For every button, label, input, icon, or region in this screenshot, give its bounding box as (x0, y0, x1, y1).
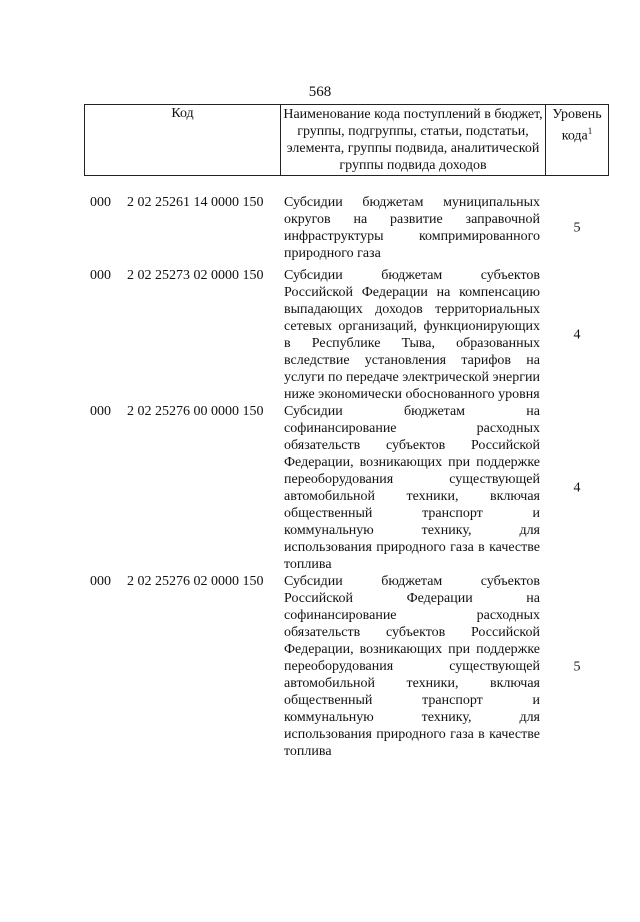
row-level: 4 (573, 327, 581, 343)
row-prefix: 000 (90, 195, 111, 210)
page-number: 568 (308, 84, 332, 100)
row-level: 4 (573, 480, 581, 496)
header-level-footnote: 1 (587, 126, 593, 136)
row-code: 2 02 25276 00 0000 150 (127, 404, 264, 419)
row-name: Субсидии бюджетам муниципальных округов на развитие заправочной инфраструктуры компримированного природного газа (284, 195, 540, 261)
row-level: 5 (573, 659, 581, 674)
row-code: 2 02 25276 02 0000 150 (127, 574, 264, 589)
row-name: Субсидии бюджетам субъектов Российской Федерации на софинансирование расходных обязательств субъектов Российской Федерации, возникающих при поддержке переоборудования существующей автомобильной техники, включая общественный транспорт и коммунальную технику, для использования природного газа в качестве топлива (284, 574, 540, 759)
header-level-label: Уровень кода (552, 107, 602, 144)
row-prefix: 000 (90, 404, 111, 419)
table-row (0, 403, 640, 573)
table-body (0, 194, 640, 760)
row-prefix: 000 (90, 574, 111, 589)
row-level: 5 (573, 220, 581, 236)
row-name: Субсидии бюджетам субъектов Российской Федерации на компенсацию выпадающих доходов территориальных сетевых организаций, функционирующих в Республике Тыва, образованных вследствие установления тарифов на услуги по передаче электрической энергии ниже экономически обоснованного уровня (284, 268, 540, 402)
row-prefix: 000 (90, 268, 111, 283)
table-row (0, 573, 640, 760)
row-code: 2 02 25261 14 0000 150 (127, 195, 264, 210)
row-code: 2 02 25273 02 0000 150 (127, 268, 264, 283)
table-row (0, 267, 640, 403)
row-name: Субсидии бюджетам на софинансирование расходных обязательств субъектов Российской Федерации, возникающих при поддержке переоборудования существующей автомобильной техники, включая общественный транспорт и коммунальную технику, для использования природного газа в качестве топлива (284, 404, 540, 572)
table-row (0, 194, 640, 262)
header-name: Наименование кода поступлений в бюджет, группы, подгруппы, статьи, подстатьи, элемента, группы подвида, аналитической группы подвида доходов (281, 105, 546, 176)
header-level (546, 105, 609, 176)
table-header (84, 104, 609, 176)
header-code: Код (85, 105, 281, 176)
